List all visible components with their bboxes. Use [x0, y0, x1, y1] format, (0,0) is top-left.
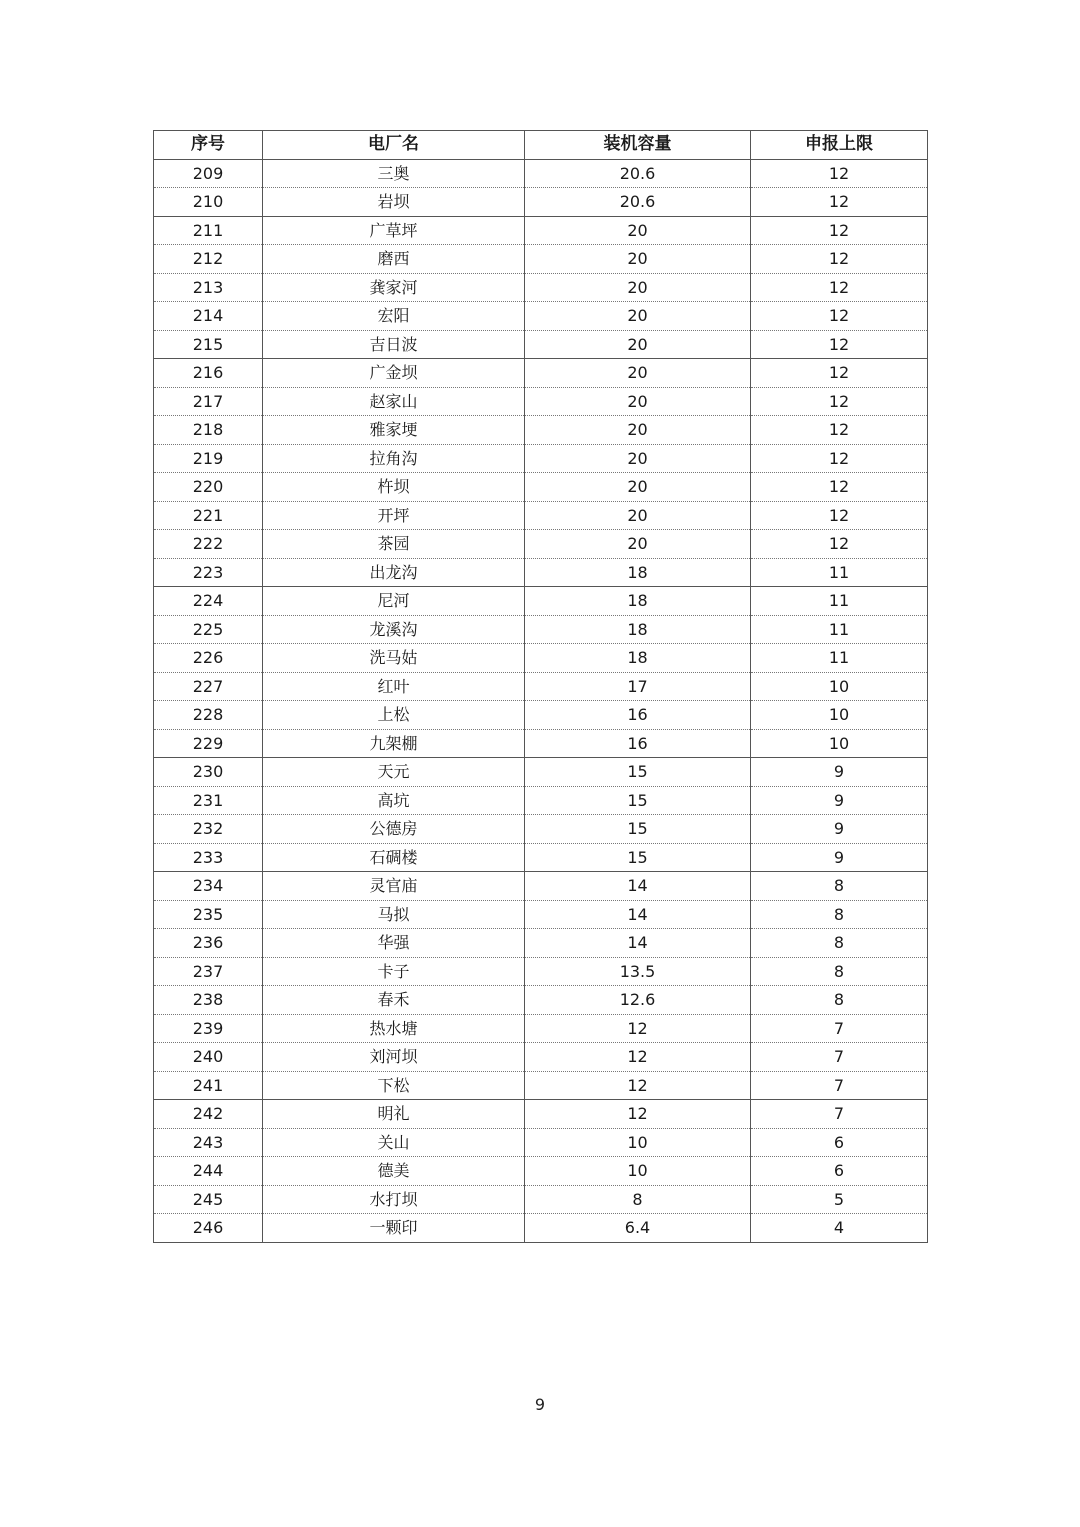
cell-installed-capacity: 20 [525, 273, 751, 302]
cell-serial-number: 229 [154, 729, 263, 758]
cell-plant-name: 赵家山 [263, 387, 525, 416]
cell-declaration-limit: 10 [751, 729, 928, 758]
cell-declaration-limit: 12 [751, 473, 928, 502]
cell-serial-number: 236 [154, 929, 263, 958]
table-row [154, 872, 928, 901]
cell-plant-name: 九架棚 [263, 729, 525, 758]
cell-plant-name: 尼河 [263, 587, 525, 616]
cell-plant-name: 春禾 [263, 986, 525, 1015]
cell-declaration-limit: 10 [751, 701, 928, 730]
table-row [154, 587, 928, 616]
cell-installed-capacity: 10 [525, 1128, 751, 1157]
cell-serial-number: 215 [154, 330, 263, 359]
cell-plant-name: 高坑 [263, 786, 525, 815]
cell-installed-capacity: 20.6 [525, 159, 751, 188]
cell-installed-capacity: 20 [525, 473, 751, 502]
cell-installed-capacity: 18 [525, 587, 751, 616]
cell-plant-name: 下松 [263, 1071, 525, 1100]
cell-serial-number: 227 [154, 672, 263, 701]
cell-declaration-limit: 9 [751, 758, 928, 787]
cell-serial-number: 219 [154, 444, 263, 473]
cell-plant-name: 拉角沟 [263, 444, 525, 473]
table-header-row [154, 131, 928, 160]
cell-plant-name: 龚家河 [263, 273, 525, 302]
table-row [154, 558, 928, 587]
table-row [154, 216, 928, 245]
cell-serial-number: 228 [154, 701, 263, 730]
table-row [154, 900, 928, 929]
cell-installed-capacity: 6.4 [525, 1214, 751, 1243]
cell-serial-number: 212 [154, 245, 263, 274]
cell-declaration-limit: 11 [751, 644, 928, 673]
cell-serial-number: 242 [154, 1100, 263, 1129]
cell-installed-capacity: 20 [525, 416, 751, 445]
cell-installed-capacity: 15 [525, 843, 751, 872]
table-row [154, 188, 928, 217]
page-number: 9 [534, 1395, 546, 1414]
table-row [154, 444, 928, 473]
cell-declaration-limit: 12 [751, 245, 928, 274]
table-row [154, 729, 928, 758]
cell-plant-name: 广草坪 [263, 216, 525, 245]
cell-plant-name: 吉日波 [263, 330, 525, 359]
cell-declaration-limit: 12 [751, 501, 928, 530]
table-row [154, 1128, 928, 1157]
cell-serial-number: 209 [154, 159, 263, 188]
cell-serial-number: 222 [154, 530, 263, 559]
cell-declaration-limit: 12 [751, 444, 928, 473]
table-row [154, 416, 928, 445]
cell-declaration-limit: 8 [751, 986, 928, 1015]
table-row [154, 245, 928, 274]
table-row [154, 615, 928, 644]
cell-serial-number: 213 [154, 273, 263, 302]
cell-declaration-limit: 8 [751, 929, 928, 958]
cell-declaration-limit: 8 [751, 900, 928, 929]
cell-installed-capacity: 12 [525, 1043, 751, 1072]
cell-declaration-limit: 12 [751, 387, 928, 416]
table-row [154, 387, 928, 416]
cell-installed-capacity: 20 [525, 330, 751, 359]
cell-declaration-limit: 7 [751, 1071, 928, 1100]
cell-serial-number: 234 [154, 872, 263, 901]
table-row [154, 1100, 928, 1129]
cell-serial-number: 220 [154, 473, 263, 502]
cell-plant-name: 龙溪沟 [263, 615, 525, 644]
cell-installed-capacity: 14 [525, 900, 751, 929]
cell-declaration-limit: 8 [751, 872, 928, 901]
table-row [154, 986, 928, 1015]
cell-plant-name: 水打坝 [263, 1185, 525, 1214]
cell-installed-capacity: 12 [525, 1071, 751, 1100]
cell-plant-name: 马拟 [263, 900, 525, 929]
table-row [154, 1214, 928, 1243]
table-row [154, 1014, 928, 1043]
cell-installed-capacity: 8 [525, 1185, 751, 1214]
cell-plant-name: 上松 [263, 701, 525, 730]
cell-plant-name: 关山 [263, 1128, 525, 1157]
table-row [154, 1043, 928, 1072]
cell-serial-number: 244 [154, 1157, 263, 1186]
table-row [154, 701, 928, 730]
cell-installed-capacity: 12.6 [525, 986, 751, 1015]
table-row [154, 359, 928, 388]
cell-declaration-limit: 11 [751, 615, 928, 644]
header-plant-name: 电厂名 [263, 131, 525, 160]
table-row [154, 159, 928, 188]
cell-serial-number: 223 [154, 558, 263, 587]
table-row [154, 672, 928, 701]
cell-declaration-limit: 12 [751, 330, 928, 359]
header-declaration-limit: 申报上限 [751, 131, 928, 160]
cell-installed-capacity: 18 [525, 558, 751, 587]
cell-installed-capacity: 15 [525, 815, 751, 844]
table-body [154, 159, 928, 1242]
cell-plant-name: 华强 [263, 929, 525, 958]
cell-declaration-limit: 9 [751, 815, 928, 844]
cell-plant-name: 雅家埂 [263, 416, 525, 445]
cell-declaration-limit: 9 [751, 843, 928, 872]
table-row [154, 530, 928, 559]
cell-plant-name: 卡子 [263, 957, 525, 986]
cell-declaration-limit: 9 [751, 786, 928, 815]
cell-declaration-limit: 7 [751, 1014, 928, 1043]
cell-declaration-limit: 12 [751, 273, 928, 302]
cell-declaration-limit: 12 [751, 302, 928, 331]
cell-installed-capacity: 20 [525, 302, 751, 331]
cell-plant-name: 三奥 [263, 159, 525, 188]
cell-plant-name: 热水塘 [263, 1014, 525, 1043]
cell-plant-name: 刘河坝 [263, 1043, 525, 1072]
cell-serial-number: 240 [154, 1043, 263, 1072]
table-row [154, 957, 928, 986]
cell-declaration-limit: 12 [751, 359, 928, 388]
cell-installed-capacity: 14 [525, 929, 751, 958]
cell-plant-name: 一颗印 [263, 1214, 525, 1243]
cell-plant-name: 杵坝 [263, 473, 525, 502]
cell-declaration-limit: 8 [751, 957, 928, 986]
cell-declaration-limit: 7 [751, 1100, 928, 1129]
table-row [154, 473, 928, 502]
table-row [154, 273, 928, 302]
cell-installed-capacity: 16 [525, 729, 751, 758]
cell-serial-number: 241 [154, 1071, 263, 1100]
cell-declaration-limit: 12 [751, 159, 928, 188]
cell-installed-capacity: 15 [525, 786, 751, 815]
cell-installed-capacity: 15 [525, 758, 751, 787]
cell-serial-number: 239 [154, 1014, 263, 1043]
power-plant-table [153, 130, 928, 1243]
cell-serial-number: 217 [154, 387, 263, 416]
cell-plant-name: 茶园 [263, 530, 525, 559]
cell-declaration-limit: 5 [751, 1185, 928, 1214]
cell-serial-number: 216 [154, 359, 263, 388]
table-row [154, 330, 928, 359]
cell-serial-number: 243 [154, 1128, 263, 1157]
cell-serial-number: 231 [154, 786, 263, 815]
cell-installed-capacity: 20.6 [525, 188, 751, 217]
cell-installed-capacity: 20 [525, 216, 751, 245]
cell-installed-capacity: 14 [525, 872, 751, 901]
cell-plant-name: 开坪 [263, 501, 525, 530]
cell-serial-number: 245 [154, 1185, 263, 1214]
cell-plant-name: 岩坝 [263, 188, 525, 217]
cell-serial-number: 214 [154, 302, 263, 331]
cell-serial-number: 238 [154, 986, 263, 1015]
cell-declaration-limit: 6 [751, 1157, 928, 1186]
cell-installed-capacity: 20 [525, 501, 751, 530]
cell-serial-number: 221 [154, 501, 263, 530]
cell-installed-capacity: 10 [525, 1157, 751, 1186]
cell-installed-capacity: 17 [525, 672, 751, 701]
cell-plant-name: 出龙沟 [263, 558, 525, 587]
cell-declaration-limit: 6 [751, 1128, 928, 1157]
cell-declaration-limit: 11 [751, 587, 928, 616]
cell-serial-number: 225 [154, 615, 263, 644]
table-row [154, 786, 928, 815]
cell-plant-name: 红叶 [263, 672, 525, 701]
table-row [154, 843, 928, 872]
cell-serial-number: 218 [154, 416, 263, 445]
cell-plant-name: 德美 [263, 1157, 525, 1186]
cell-declaration-limit: 12 [751, 188, 928, 217]
cell-plant-name: 明礼 [263, 1100, 525, 1129]
cell-serial-number: 237 [154, 957, 263, 986]
table-row [154, 1071, 928, 1100]
table-row [154, 1185, 928, 1214]
cell-installed-capacity: 20 [525, 444, 751, 473]
cell-plant-name: 磨西 [263, 245, 525, 274]
table-row [154, 815, 928, 844]
cell-plant-name: 天元 [263, 758, 525, 787]
cell-plant-name: 公德房 [263, 815, 525, 844]
cell-serial-number: 224 [154, 587, 263, 616]
cell-serial-number: 210 [154, 188, 263, 217]
cell-serial-number: 226 [154, 644, 263, 673]
cell-installed-capacity: 20 [525, 245, 751, 274]
cell-declaration-limit: 11 [751, 558, 928, 587]
cell-installed-capacity: 16 [525, 701, 751, 730]
cell-installed-capacity: 20 [525, 530, 751, 559]
table-row [154, 644, 928, 673]
table-row [154, 501, 928, 530]
cell-installed-capacity: 18 [525, 615, 751, 644]
cell-declaration-limit: 12 [751, 530, 928, 559]
cell-serial-number: 233 [154, 843, 263, 872]
cell-serial-number: 211 [154, 216, 263, 245]
table-row [154, 1157, 928, 1186]
cell-plant-name: 广金坝 [263, 359, 525, 388]
header-serial-number: 序号 [154, 131, 263, 160]
cell-installed-capacity: 20 [525, 387, 751, 416]
table-row [154, 758, 928, 787]
cell-declaration-limit: 7 [751, 1043, 928, 1072]
cell-installed-capacity: 12 [525, 1014, 751, 1043]
cell-plant-name: 洗马姑 [263, 644, 525, 673]
cell-installed-capacity: 13.5 [525, 957, 751, 986]
table-row [154, 302, 928, 331]
cell-serial-number: 230 [154, 758, 263, 787]
cell-installed-capacity: 18 [525, 644, 751, 673]
cell-declaration-limit: 10 [751, 672, 928, 701]
table-row [154, 929, 928, 958]
cell-serial-number: 232 [154, 815, 263, 844]
cell-plant-name: 石碉楼 [263, 843, 525, 872]
cell-serial-number: 246 [154, 1214, 263, 1243]
cell-plant-name: 宏阳 [263, 302, 525, 331]
cell-serial-number: 235 [154, 900, 263, 929]
cell-plant-name: 灵官庙 [263, 872, 525, 901]
cell-declaration-limit: 4 [751, 1214, 928, 1243]
cell-declaration-limit: 12 [751, 416, 928, 445]
cell-installed-capacity: 12 [525, 1100, 751, 1129]
header-installed-capacity: 装机容量 [525, 131, 751, 160]
cell-declaration-limit: 12 [751, 216, 928, 245]
cell-installed-capacity: 20 [525, 359, 751, 388]
